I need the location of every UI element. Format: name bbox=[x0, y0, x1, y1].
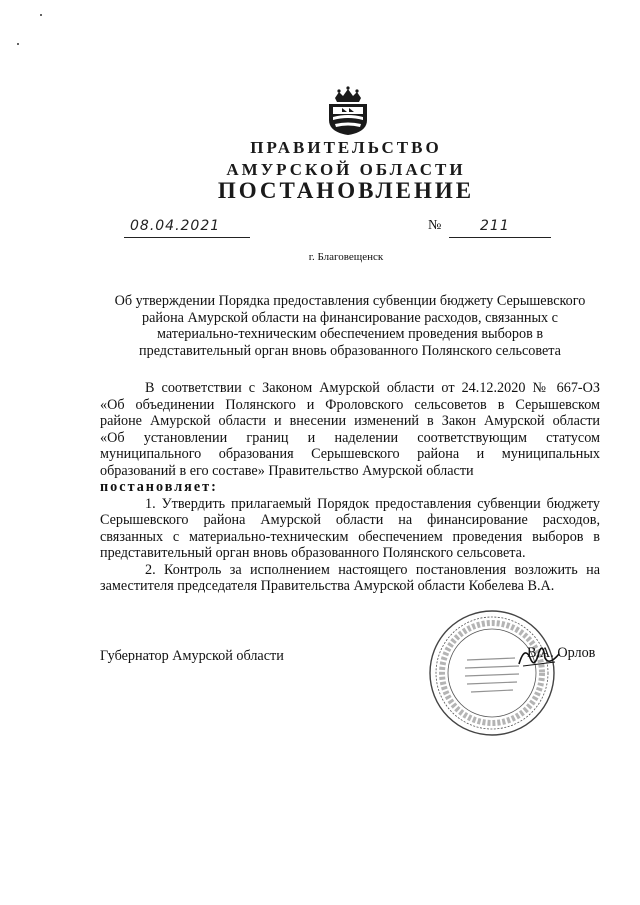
item1-line: представительный орган вновь образованного Полянского сельсовета. bbox=[100, 545, 526, 561]
item2-line: 2. Контроль за исполнением настоящего постановления возложить на bbox=[145, 561, 600, 578]
scan-speck bbox=[17, 43, 19, 45]
signer-title: Губернатор Амурской области bbox=[100, 648, 284, 664]
government-name-line1: ПРАВИТЕЛЬСТВО bbox=[250, 138, 442, 157]
item1-line: Серышевского района Амурской области на финансирование расходов, bbox=[100, 512, 600, 528]
document-date: 08.04.2021 bbox=[130, 218, 221, 234]
document-type-title: ПОСТАНОВЛЕНИЕ bbox=[217, 178, 475, 203]
official-stamp-icon bbox=[427, 608, 557, 738]
preamble-line: образований в его составе» Правительство Амурской области bbox=[100, 462, 474, 479]
subject-line: Об утверждении Порядка предоставления субвенции бюджету Серышевского bbox=[114, 293, 586, 309]
government-name-line2: АМУРСКОЙ ОБЛАСТИ bbox=[226, 160, 466, 179]
preamble-line: «Об установлении границ и наделении соответствующим статусом bbox=[100, 429, 600, 446]
scan-speck bbox=[40, 14, 42, 16]
signer-name: В.А. Орлов bbox=[527, 645, 596, 661]
resolves-word: постановляет: bbox=[100, 479, 218, 495]
item1-line: 1. Утвердить прилагаемый Порядок предоставления субвенции бюджету bbox=[145, 495, 600, 512]
subject-line: района Амурской области на финансирование расходов, связанных с bbox=[142, 309, 558, 326]
document-body bbox=[100, 380, 600, 595]
number-label: № bbox=[428, 218, 442, 233]
subject-line: представительный орган вновь образованного Полянского сельсовета bbox=[139, 342, 561, 359]
preamble-line: «Об объединении Полянского и Фроловского сельсоветов в Серышевском bbox=[100, 396, 600, 413]
coat-of-arms-icon bbox=[325, 84, 371, 136]
preamble-line: В соответствии с Законом Амурской области от 24.12.2020 № 667-ОЗ bbox=[145, 380, 600, 396]
item2-line: заместителя председателя Правительства Амурской области Кобелева В.А. bbox=[100, 578, 555, 594]
item1-line: связанных с материально-техническим обеспечением проведения выборов в bbox=[100, 528, 600, 545]
preamble-line: муниципального образования Серышевского района и муниципальных bbox=[100, 446, 600, 462]
city-line: г. Благовещенск bbox=[308, 251, 384, 263]
document-number: 211 bbox=[480, 218, 510, 234]
preamble-line: районе Амурской области и внесении изменений в Закон Амурской области bbox=[100, 413, 600, 429]
subject-line: материально-техническим обеспечением проведения выборов в bbox=[156, 326, 544, 342]
document-subject bbox=[100, 293, 600, 359]
